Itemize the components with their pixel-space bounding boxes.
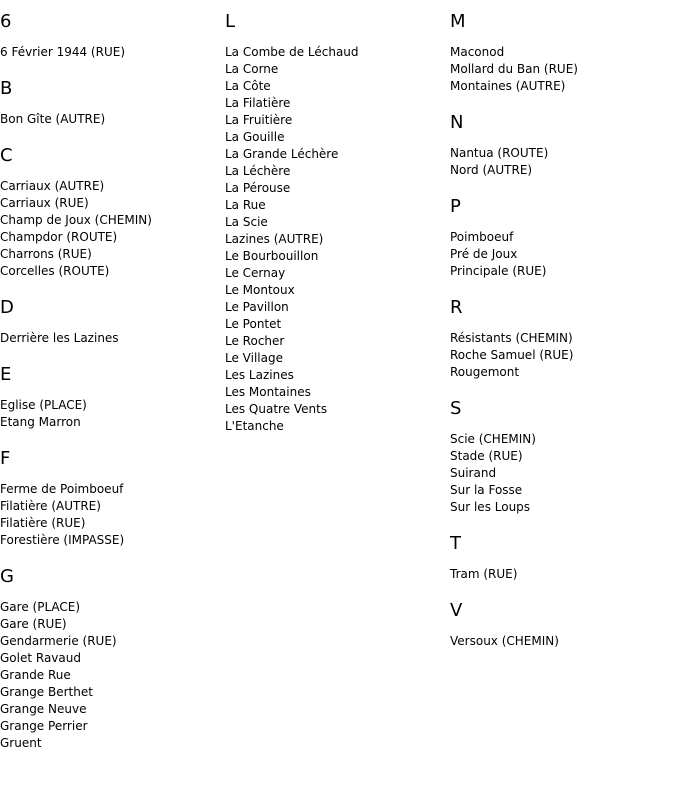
street-name: Le Village [225, 351, 283, 365]
street-name: Grange Perrier [0, 719, 88, 733]
street-name: Résistants (CHEMIN) [450, 331, 573, 345]
street-name: Nord (AUTRE) [450, 163, 533, 177]
street-name: Les Montaines [225, 385, 311, 399]
section-letter-heading: P [450, 196, 461, 217]
street-name: Le Montoux [225, 283, 295, 297]
street-name: Le Rocher [225, 334, 285, 348]
index-section [450, 296, 670, 381]
street-name: Principale (RUE) [450, 264, 547, 278]
street-name: Eglise (PLACE) [0, 398, 87, 412]
index-section [0, 296, 220, 347]
street-name: Montaines (AUTRE) [450, 79, 566, 93]
street-name: Maconod [450, 45, 505, 59]
street-name: Sur la Fosse [450, 483, 523, 497]
street-name: Stade (RUE) [450, 449, 523, 463]
street-name: Grange Berthet [0, 685, 93, 699]
street-name: Gruent [0, 736, 42, 750]
street-name: La Combe de Léchaud [225, 45, 359, 59]
street-list [0, 178, 220, 280]
section-letter-heading: E [0, 364, 12, 385]
street-name: Gare (RUE) [0, 617, 67, 631]
street-name: Etang Marron [0, 415, 81, 429]
street-list [0, 111, 220, 128]
street-name: Poimboeuf [450, 230, 514, 244]
section-letter-heading: G [0, 566, 14, 587]
street-name: Grande Rue [0, 668, 71, 682]
index-section [450, 532, 670, 583]
index-section [0, 144, 220, 280]
street-name: La Scie [225, 215, 268, 229]
street-list [450, 330, 670, 381]
street-name: Carriaux (AUTRE) [0, 179, 105, 193]
index-column-2 [225, 10, 445, 451]
street-list [0, 481, 220, 549]
section-letter-heading: D [0, 297, 14, 318]
index-column-3 [450, 10, 670, 666]
street-name: Filatière (RUE) [0, 516, 86, 530]
street-list [450, 229, 670, 280]
section-letter-heading: M [450, 11, 466, 32]
index-section [0, 565, 220, 752]
street-name: Gendarmerie (RUE) [0, 634, 117, 648]
street-name: La Côte [225, 79, 271, 93]
street-name: Sur les Loups [450, 500, 531, 514]
street-name: Carriaux (RUE) [0, 196, 89, 210]
index-section [450, 599, 670, 650]
street-name: Lazines (AUTRE) [225, 232, 324, 246]
section-letter-heading: F [0, 448, 11, 469]
street-name: Suirand [450, 466, 497, 480]
street-name: La Filatière [225, 96, 291, 110]
street-name: Champ de Joux (CHEMIN) [0, 213, 152, 227]
index-section [0, 10, 220, 61]
street-name: Grange Neuve [0, 702, 87, 716]
street-name: La Gouille [225, 130, 285, 144]
section-letter-heading: R [450, 297, 463, 318]
street-list [0, 330, 220, 347]
street-list [450, 633, 670, 650]
street-name: Scie (CHEMIN) [450, 432, 536, 446]
section-letter-heading: T [450, 533, 461, 554]
street-name: Versoux (CHEMIN) [450, 634, 559, 648]
street-name: La Pérouse [225, 181, 291, 195]
index-section [0, 77, 220, 128]
street-list [450, 44, 670, 95]
street-name: La Grande Léchère [225, 147, 339, 161]
street-name: Nantua (ROUTE) [450, 146, 549, 160]
street-name: L'Etanche [225, 419, 284, 433]
street-list [450, 431, 670, 516]
street-name: Le Pontet [225, 317, 282, 331]
street-name: Champdor (ROUTE) [0, 230, 118, 244]
street-name: La Rue [225, 198, 266, 212]
street-name: La Fruitière [225, 113, 293, 127]
street-name: Forestière (IMPASSE) [0, 533, 125, 547]
street-list [0, 599, 220, 752]
street-name: Le Bourbouillon [225, 249, 319, 263]
street-name: Pré de Joux [450, 247, 518, 261]
section-letter-heading: V [450, 600, 463, 621]
section-letter-heading: L [225, 11, 236, 32]
index-section [450, 397, 670, 516]
street-name: Filatière (AUTRE) [0, 499, 101, 513]
street-name: Charrons (RUE) [0, 247, 92, 261]
street-name: La Corne [225, 62, 279, 76]
street-name: Corcelles (ROUTE) [0, 264, 110, 278]
street-name: Roche Samuel (RUE) [450, 348, 574, 362]
section-letter-heading: N [450, 112, 464, 133]
index-section [0, 363, 220, 431]
section-letter-heading: 6 [0, 11, 12, 32]
street-name: Tram (RUE) [450, 567, 518, 581]
street-list [225, 44, 445, 435]
street-name: Golet Ravaud [0, 651, 81, 665]
street-name: Mollard du Ban (RUE) [450, 62, 578, 76]
index-section [450, 195, 670, 280]
index-section [450, 10, 670, 95]
street-list [450, 566, 670, 583]
street-name: Rougemont [450, 365, 520, 379]
section-letter-heading: B [0, 78, 13, 99]
street-list [0, 44, 220, 61]
index-section [225, 10, 445, 435]
street-name: Les Lazines [225, 368, 294, 382]
street-name: Derrière les Lazines [0, 331, 119, 345]
street-name: 6 Février 1944 (RUE) [0, 45, 125, 59]
street-name: Bon Gîte (AUTRE) [0, 112, 106, 126]
street-name: Gare (PLACE) [0, 600, 81, 614]
street-list [450, 145, 670, 179]
street-name: Le Cernay [225, 266, 286, 280]
section-letter-heading: C [0, 145, 13, 166]
section-letter-heading: S [450, 398, 462, 419]
street-list [0, 397, 220, 431]
street-name: Les Quatre Vents [225, 402, 328, 416]
street-name: La Léchère [225, 164, 291, 178]
street-name: Ferme de Poimboeuf [0, 482, 124, 496]
index-section [450, 111, 670, 179]
street-name: Le Pavillon [225, 300, 289, 314]
index-column-1 [0, 10, 220, 768]
index-section [0, 447, 220, 549]
